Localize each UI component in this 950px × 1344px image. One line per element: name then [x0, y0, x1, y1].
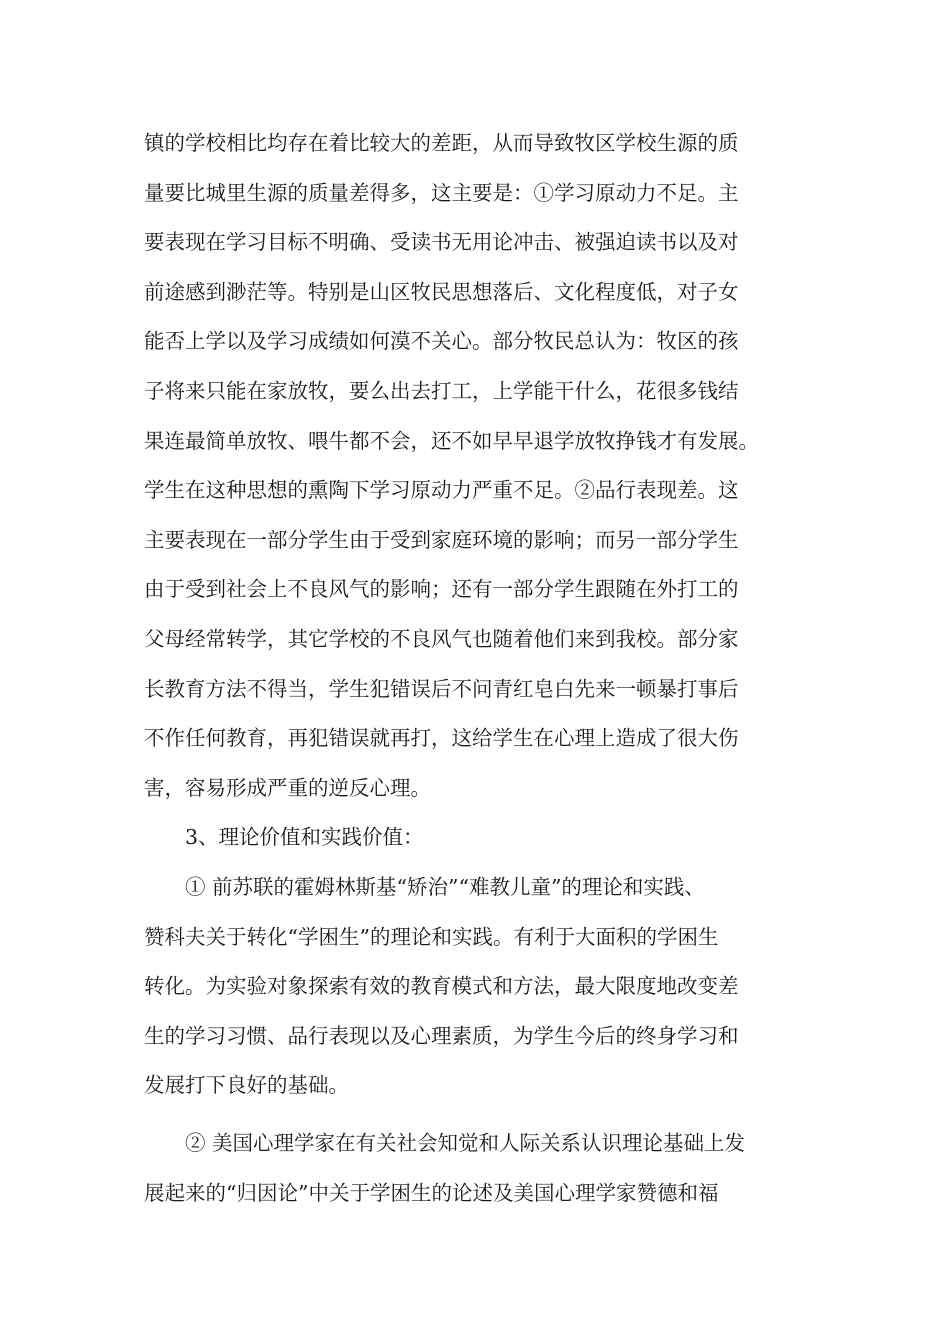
- paragraph-1-line-3: 要表现在学习目标不明确、受读书无用论冲击、被强迫读书以及对: [144, 230, 739, 255]
- paragraph-1-line-9: 主要表现在一部分学生由于受到家庭环境的影响；而另一部分学生: [144, 527, 739, 552]
- paragraph-1-line-5: 能否上学以及学习成绩如何漠不关心。部分牧民总认为：牧区的孩: [144, 329, 739, 354]
- paragraph-1-line-6: 子将来只能在家放牧，要么出去打工，上学能干什么，花很多钱结: [144, 379, 739, 403]
- paragraph-1-line-13: 不作任何教育，再犯错误就再打，这给学生在心理上造成了很大伤: [144, 726, 739, 751]
- paragraph-2-line-1: ① 前苏联的霍姆林斯基“矫治”“难教儿童”的理论和实践、: [185, 875, 705, 899]
- paragraph-2-line-4: 生的学习习惯、品行表现以及心理素质，为学生今后的终身学习和: [144, 1023, 739, 1048]
- paragraph-1-line-7: 果连最简单放牧、喂牛都不会，还不如早早退学放牧挣钱才有发展。: [144, 428, 759, 453]
- paragraph-1-line-10: 由于受到社会上不良风气的影响；还有一部分学生跟随在外打工的: [144, 577, 739, 602]
- paragraph-2-line-3: 转化。为实验对象探索有效的教育模式和方法，最大限度地改变差: [144, 974, 739, 999]
- paragraph-1-line-1: 镇的学校相比均存在着比较大的差距，从而导致牧区学校生源的质: [144, 131, 739, 155]
- section-heading: 3、理论价值和实践价值：: [185, 825, 424, 850]
- paragraph-3-line-1: ② 美国心理学家在有关社会知觉和人际关系认识理论基础上发: [185, 1131, 746, 1155]
- paragraph-1-line-2: 量要比城里生源的质量差得多，这主要是：①学习原动力不足。主: [144, 180, 739, 205]
- paragraph-2-line-5: 发展打下良好的基础。: [144, 1073, 349, 1098]
- paragraph-1-line-4: 前途感到渺茫等。特别是山区牧民思想落后、文化程度低，对子女: [144, 279, 739, 304]
- paragraph-3-line-2: 展起来的“归因论”中关于学困生的论述及美国心理学家赞德和福: [144, 1181, 719, 1205]
- paragraph-1-line-12: 长教育方法不得当，学生犯错误后不问青红皂白先来一顿暴打事后: [144, 676, 739, 701]
- paragraph-1-line-11: 父母经常转学，其它学校的不良风气也随着他们来到我校。部分家: [144, 627, 739, 651]
- paragraph-1-line-8: 学生在这种思想的熏陶下学习原动力严重不足。②品行表现差。这: [144, 478, 739, 503]
- paragraph-2-line-2: 赞科夫关于转化“学困生”的理论和实践。有利于大面积的学困生: [144, 924, 719, 949]
- paragraph-1-line-14: 害，容易形成严重的逆反心理。: [144, 775, 431, 800]
